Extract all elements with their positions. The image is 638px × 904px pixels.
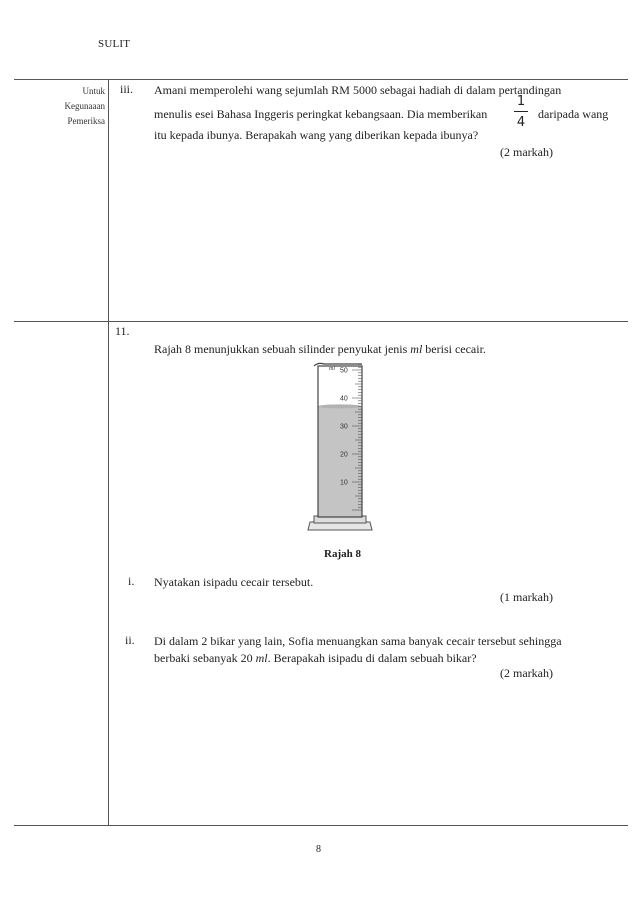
question-iii-line2: menulis esei Bahasa Inggeris peringkat kebangsaan. Dia memberikan (154, 107, 488, 121)
part-ii-line2-a: berbaki sebanyak 20 (154, 651, 256, 665)
part-i-number: i. (128, 574, 135, 588)
examiner-label-line2: Kegunaaan (64, 101, 105, 111)
intro-unit-ml: ml (410, 342, 423, 356)
fraction-denominator: 4 (516, 115, 526, 130)
part-ii-unit-ml: ml (255, 651, 268, 665)
header-sulit: SULIT (98, 38, 131, 50)
question-iii-line3: itu kepada ibunya. Berapakah wang yang diberikan kepada ibunya? (154, 128, 479, 142)
cylinder-unit-label: ml (329, 366, 335, 372)
part-ii-marks: (2 markah) (500, 666, 553, 680)
intro-text-b: berisi cecair. (422, 342, 486, 356)
fraction-numerator: 1 (516, 94, 526, 109)
scale-tick-label: 30 (340, 423, 348, 431)
part-ii-line1: Di dalam 2 bikar yang lain, Sofia menuangkan sama banyak cecair tersebut sehingga (154, 634, 562, 648)
part-ii-line2-b: . Berapakah isipadu di dalam sebuah bikar? (267, 651, 477, 665)
question-11-intro (154, 341, 486, 357)
question-iii-line1: Amani memperolehi wang sejumlah RM 5000 sebagai hadiah di dalam pertandingan (154, 83, 562, 97)
margin-column-divider (108, 79, 109, 826)
examiner-label-line1: Untuk (82, 86, 105, 96)
table-row-divider (14, 321, 628, 322)
liquid-meniscus (318, 404, 362, 408)
part-ii-number: ii. (125, 633, 135, 647)
table-top-border (14, 79, 628, 80)
examiner-label-line3: Pemeriksa (67, 116, 105, 126)
question-iii-number: iii. (120, 82, 134, 96)
scale-tick-label: 40 (340, 395, 348, 403)
table-bottom-border (14, 825, 628, 826)
fraction-one-quarter (514, 94, 528, 130)
measuring-cylinder-figure (300, 360, 380, 540)
fraction-bar (514, 111, 528, 112)
question-iii-marks: (2 markah) (500, 145, 553, 159)
figure-caption: Rajah 8 (324, 548, 361, 560)
part-ii-line2 (154, 650, 477, 666)
question-11-number: 11. (115, 324, 130, 338)
examiner-use-label (20, 84, 105, 129)
question-iii-line2-end: daripada wang (538, 107, 609, 121)
page-number: 8 (316, 844, 321, 855)
part-i-marks: (1 markah) (500, 590, 553, 604)
scale-tick-label: 50 (340, 367, 348, 375)
part-i-question: Nyatakan isipadu cecair tersebut. (154, 575, 314, 589)
scale-tick-label: 10 (340, 479, 348, 487)
intro-text-a: Rajah 8 menunjukkan sebuah silinder penyukat jenis (154, 342, 411, 356)
scale-tick-label: 20 (340, 451, 348, 459)
